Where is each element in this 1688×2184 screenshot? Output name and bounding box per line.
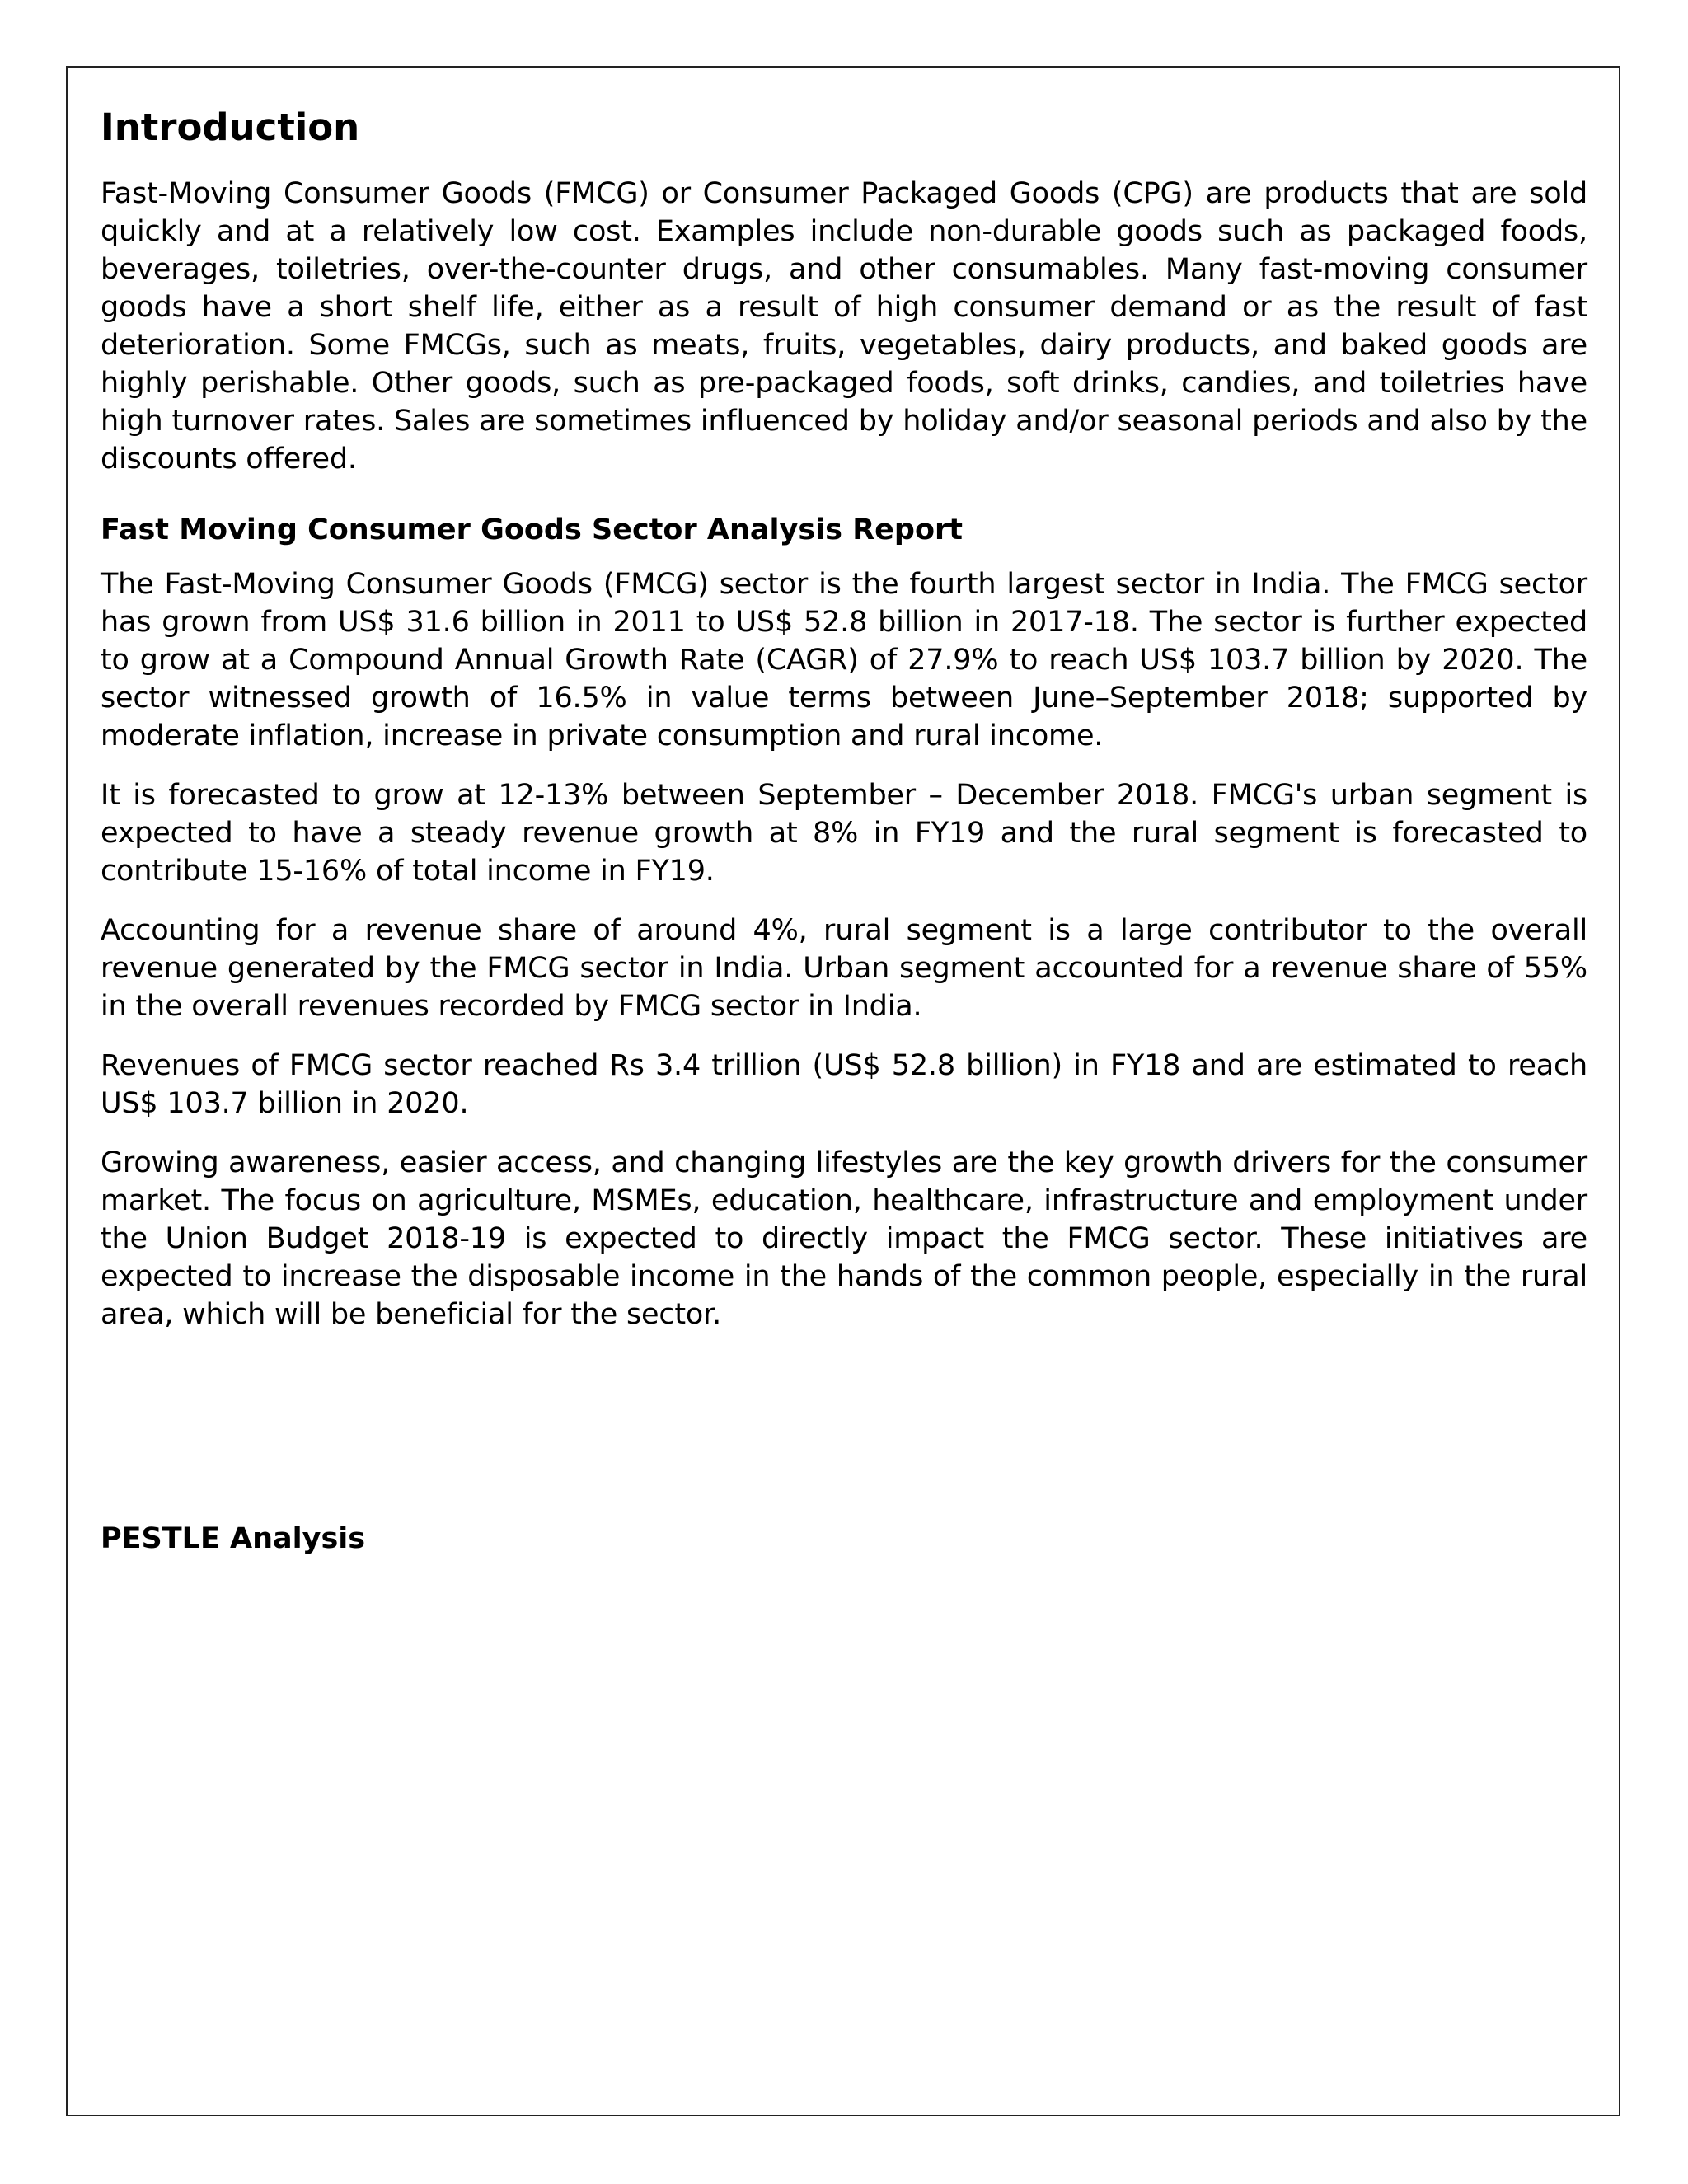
section-heading: Fast Moving Consumer Goods Sector Analysis Report <box>101 513 963 546</box>
paragraph-growth-drivers: Growing awareness, easier access, and changing lifestyles are the key growth drivers for the consumer market. The focus on agriculture, MSMEs, education, healthcare, infrastructure and employment under the Union Budget 2018-19 is expected to directly impact the FMCG sector. These initiatives are expected to increase the disposable income in the hands of the common people, especially in the rural area, which will be beneficial for the sector. <box>101 1146 1587 1331</box>
paragraph-forecast: It is forecasted to grow at 12-13% between September – December 2018. FMCG's urban segment is expected to have a steady revenue growth at 8% in FY19 and the rural segment is forecasted to contribute 15-16% of total income in FY19. <box>101 779 1587 888</box>
intro-paragraph: Fast-Moving Consumer Goods (FMCG) or Consumer Packaged Goods (CPG) are products that are sold quickly and at a relatively low cost. Examples include non-durable goods such as packaged foods, beverages, toiletries, over-the-counter drugs, and other consumables. Many fast-moving consumer goods have a short shelf life, either as a result of high consumer demand or as the result of fast deterioration. Some FMCGs, such as meats, fruits, vegetables, dairy products, and baked goods are highly perishable. Other goods, such as pre-packaged foods, soft drinks, candies, and toiletries have high turnover rates. Sales are sometimes influenced by holiday and/or seasonal periods and also by the discounts offered. <box>101 177 1587 476</box>
paragraph-revenues: Revenues of FMCG sector reached Rs 3.4 trillion (US$ 52.8 billion) in FY18 and are estimated to reach US$ 103.7 billion in 2020. <box>101 1049 1587 1120</box>
page-title: Introduction <box>101 105 360 149</box>
paragraph-sector-size: The Fast-Moving Consumer Goods (FMCG) sector is the fourth largest sector in India. The FMCG sector has grown from US$ 31.6 billion in 2011 to US$ 52.8 billion in 2017-18. The sector is further expected to grow at a Compound Annual Growth Rate (CAGR) of 27.9% to reach US$ 103.7 billion by 2020. The sector witnessed growth of 16.5% in value terms between June–September 2018; supported by moderate inflation, increase in private consumption and rural income. <box>101 568 1587 752</box>
page-border <box>66 66 1620 2116</box>
document-body <box>101 97 1587 1558</box>
pestle-heading: PESTLE Analysis <box>101 1522 366 1555</box>
paragraph-revenue-share: Accounting for a revenue share of around 4%, rural segment is a large contributor to the overall revenue generated by the FMCG sector in India. Urban segment accounted for a revenue share of 55% in the overall revenues recorded by FMCG sector in India. <box>101 914 1587 1023</box>
